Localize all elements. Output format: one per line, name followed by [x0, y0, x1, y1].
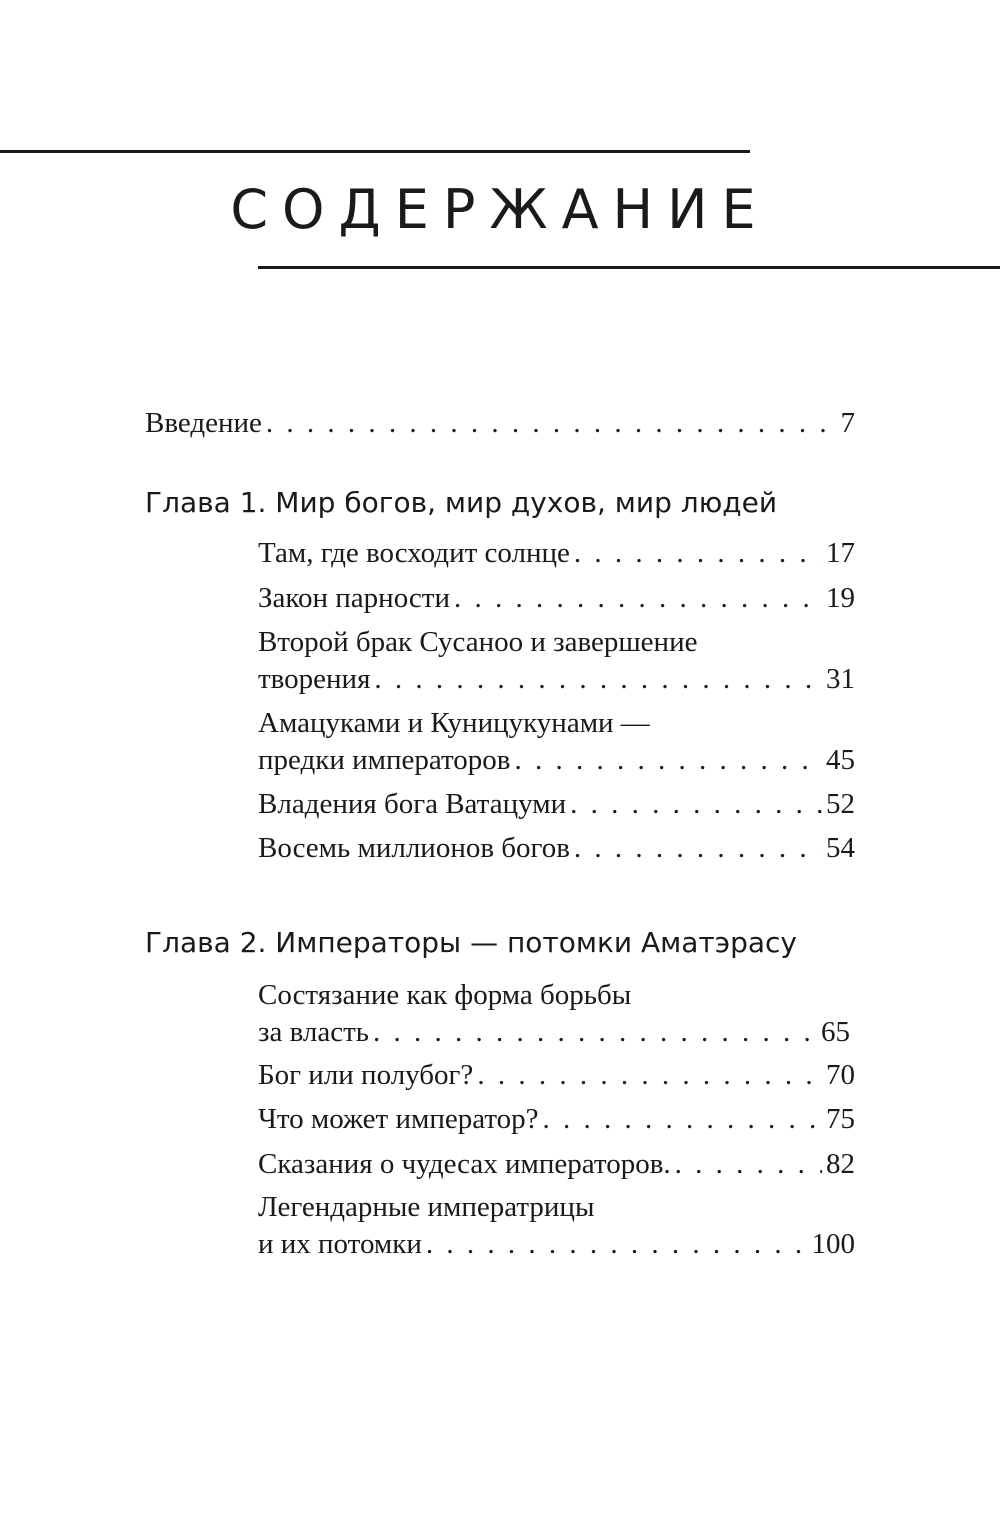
- toc-entry[interactable]: [258, 742, 855, 778]
- dot-leader: [574, 535, 822, 571]
- toc-entry-title: Введение: [145, 407, 262, 439]
- toc-entry-page: 75: [826, 1103, 855, 1135]
- toc-entry-page: 100: [811, 1228, 855, 1260]
- toc-entry[interactable]: [258, 1226, 855, 1262]
- chapter-title: Глава 1. Мир богов, мир духов, мир людей: [145, 486, 778, 519]
- dot-leader: [574, 830, 822, 866]
- toc-entry-title: творения: [258, 663, 371, 695]
- toc-entry-title: и их потомки: [258, 1228, 422, 1260]
- toc-entry-page: 54: [826, 832, 855, 864]
- dot-leader: [570, 786, 822, 822]
- toc-entry[interactable]: [258, 1057, 855, 1093]
- dot-leader: [373, 1014, 817, 1050]
- toc-entry[interactable]: [258, 830, 855, 866]
- toc-entry-title-line: Второй брак Сусаноо и завершение: [258, 626, 698, 658]
- toc-entry-title: Восемь миллионов богов: [258, 832, 570, 864]
- toc-entry-page: 19: [826, 582, 855, 614]
- toc-entry-title: Закон парности: [258, 582, 450, 614]
- toc-entry-page: 70: [826, 1059, 855, 1091]
- toc-entry-title: за власть: [258, 1016, 370, 1048]
- dot-leader: [454, 580, 822, 616]
- toc-entry-page: 52: [826, 788, 855, 820]
- toc-entry-title: Сказания о чудесах императоров.: [258, 1148, 671, 1180]
- dot-leader: [675, 1146, 822, 1182]
- toc-entry-title: Владения бога Ватацуми: [258, 788, 567, 820]
- toc-entry-title-line: Амацуками и Куницукунами —: [258, 707, 650, 739]
- toc-entry-intro[interactable]: [145, 405, 855, 441]
- dot-leader: [543, 1101, 822, 1137]
- dot-leader: [374, 661, 822, 697]
- toc-entry[interactable]: [258, 535, 855, 571]
- toc-entry-title: Что может император?: [258, 1103, 539, 1135]
- toc-entry[interactable]: [258, 661, 855, 697]
- toc-entry-page: 31: [826, 663, 855, 695]
- page-title: СОДЕРЖАНИЕ: [230, 178, 770, 241]
- toc-entry-page: 17: [826, 537, 855, 569]
- toc-entry[interactable]: [258, 1146, 855, 1182]
- dot-leader: [426, 1226, 808, 1262]
- toc-entry-page: 7: [840, 407, 855, 439]
- chapter-title: Глава 2. Императоры — потомки Аматэрасу: [145, 926, 797, 959]
- toc-entry[interactable]: [258, 580, 855, 616]
- toc-entry-title-line: Состязание как форма борьбы: [258, 979, 632, 1011]
- toc-entry-page: 82: [826, 1148, 855, 1180]
- toc-entry-page: 45: [826, 744, 855, 776]
- toc-entry[interactable]: [258, 1101, 855, 1137]
- dot-leader: [477, 1057, 822, 1093]
- toc-entry-title: Там, где восходит солнце: [258, 537, 570, 569]
- toc-entry[interactable]: [258, 1014, 850, 1050]
- toc-entry-title: Бог или полубог?: [258, 1059, 474, 1091]
- toc-entry-title: предки императоров: [258, 744, 511, 776]
- dot-leader: [266, 405, 837, 441]
- dot-leader: [515, 742, 823, 778]
- toc-entry[interactable]: [258, 786, 855, 822]
- toc-entry-title-line: Легендарные императрицы: [258, 1191, 595, 1223]
- toc-entry-page: 65: [821, 1016, 850, 1048]
